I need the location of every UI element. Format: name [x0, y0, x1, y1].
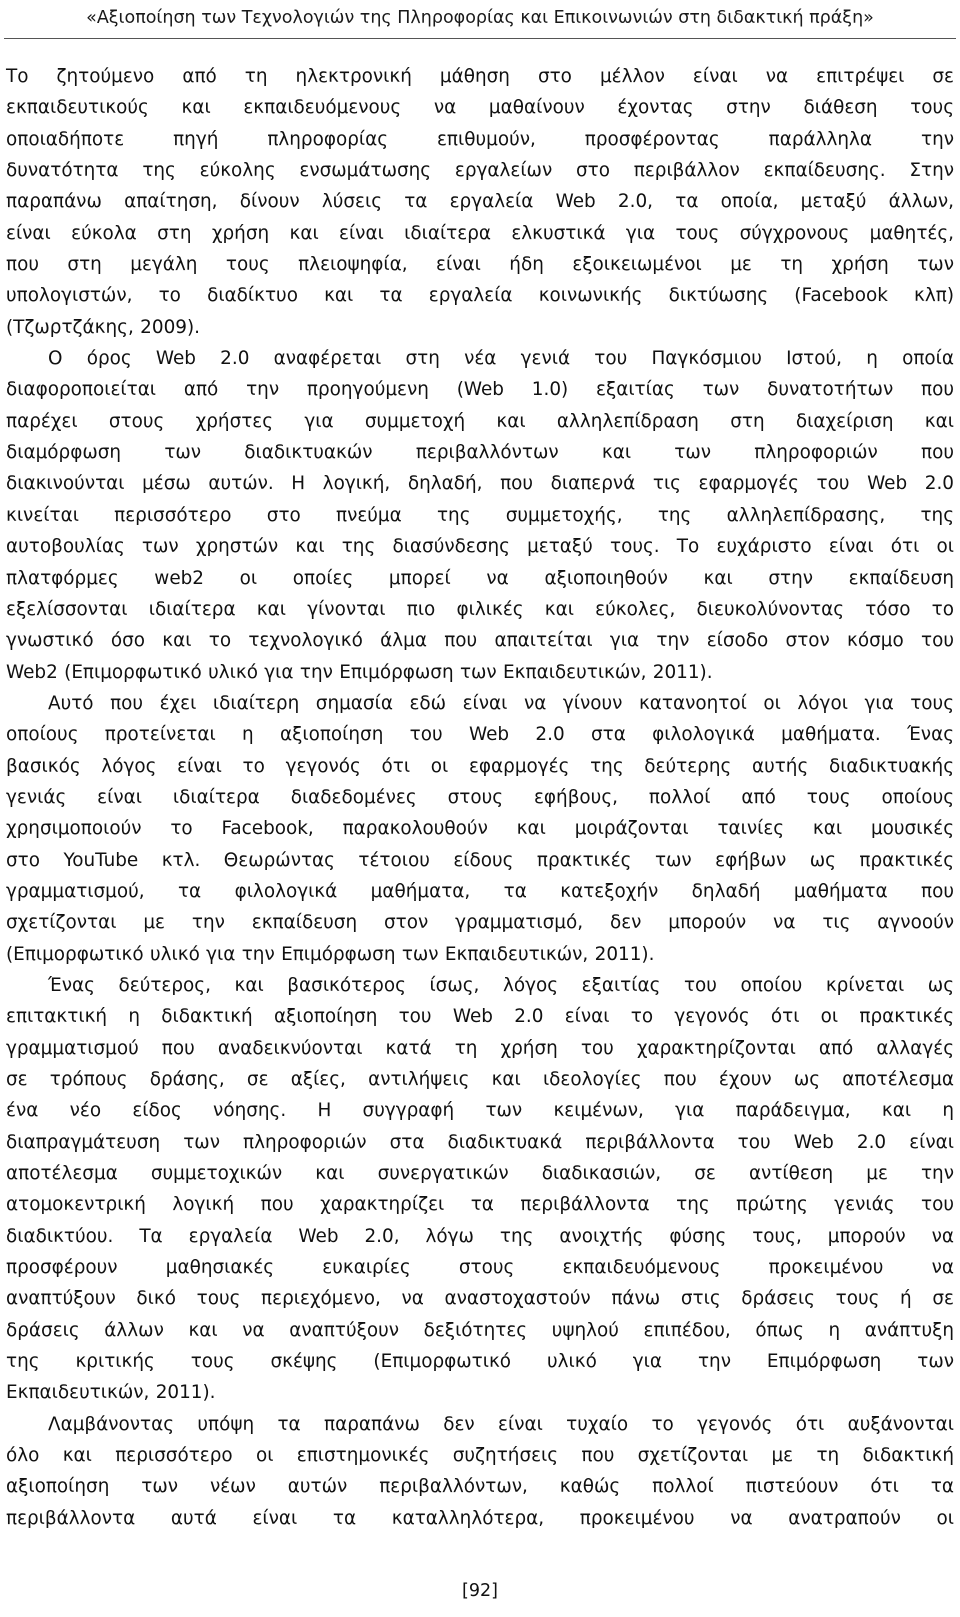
- paragraph-5: [6, 1409, 954, 1534]
- text-line: ένα νέο είδος νόησης. Η συγγραφή των κειμένων, για παράδειγμα, και η: [6, 1100, 954, 1122]
- text-line: πλατφόρμες web2 οι οποίες μπορεί να αξιοποιηθούν και στην εκπαίδευση: [6, 567, 954, 589]
- header-rule: [4, 38, 956, 39]
- text-line: διαμόρφωση των διαδικτυακών περιβαλλόντων και των πληροφοριών που: [6, 442, 954, 464]
- text-line: (Επιμορφωτικό υλικό για την Επιμόρφωση των Εκπαιδευτικών, 2011).: [6, 943, 655, 965]
- text-line: προσφέρουν μαθησιακές ευκαιρίες στους εκπαιδευόμενους προκειμένου να: [6, 1257, 954, 1279]
- text-line: γραμματισμού που αναδεικνύονται κατά τη χρήση του χαρακτηρίζονται από αλλαγές: [6, 1037, 954, 1059]
- paragraph-4: [6, 970, 954, 1409]
- text-line: περιβάλλοντα αυτά είναι τα καταλληλότερα, προκειμένου να ανατραπούν οι: [6, 1507, 954, 1529]
- text-line: επιτακτική η διδακτική αξιοποίηση του Web 2.0 είναι το γεγονός ότι οι πρακτικές: [6, 1006, 954, 1028]
- text-line: Λαμβάνοντας υπόψη τα παραπάνω δεν είναι τυχαίο το γεγονός ότι αυξάνονται: [48, 1413, 954, 1435]
- paragraph-1: [6, 61, 954, 343]
- text-line: γενιάς είναι ιδιαίτερα διαδεδομένες στους εφήβους, πολλοί από τους οποίους: [6, 786, 954, 808]
- text-line: βασικός λόγος είναι το γεγονός ότι οι εφαρμογές της δεύτερης αυτής διαδικτυακής: [6, 755, 954, 777]
- text-line: γνωστικό όσο και το τεχνολογικό άλμα που απαιτείται για την είσοδο στον κόσμο του: [6, 630, 954, 652]
- text-line: στο YouTube κτλ. Θεωρώντας τέτοιου είδους πρακτικές των εφήβων ως πρακτικές: [6, 849, 954, 871]
- text-line: δράσεις άλλων και να αναπτύξουν δεξιότητες υψηλού επιπέδου, όπως η ανάπτυξη: [6, 1319, 954, 1341]
- text-line: Ένας δεύτερος, και βασικότερος ίσως, λόγος εξαιτίας του οποίου κρίνεται ως: [48, 974, 954, 996]
- text-line: όλο και περισσότερο οι επιστημονικές συζητήσεις που σχετίζονται με τη διδακτική: [6, 1445, 954, 1467]
- text-line: ατομοκεντρική λογική που χαρακτηρίζει τα περιβάλλοντα της πρώτης γενιάς του: [6, 1194, 954, 1216]
- text-line: παραπάνω απαίτηση, δίνουν λύσεις τα εργαλεία Web 2.0, τα οποία, μεταξύ άλλων,: [6, 191, 954, 213]
- text-line: δυνατότητα της εύκολης ενσωμάτωσης εργαλείων στο περιβάλλον εκπαίδευσης. Στην: [6, 160, 954, 182]
- paragraph-2: [6, 343, 954, 688]
- text-line: υπολογιστών, το διαδίκτυο και τα εργαλεία κοινωνικής δικτύωσης (Facebook κλπ): [6, 285, 954, 307]
- text-line: που στη μεγάλη τους πλειοψηφία, είναι ήδη εξοικειωμένοι με τη χρήση των: [6, 254, 954, 276]
- text-line: είναι εύκολα στη χρήση και είναι ιδιαίτερα ελκυστικά για τους σύγχρονους μαθητές,: [6, 222, 954, 244]
- text-line: εξελίσσονται ιδιαίτερα και γίνονται πιο φιλικές και εύκολες, διευκολύνοντας τόσο το: [6, 598, 954, 620]
- text-line: χρησιμοποιούν το Facebook, παρακολουθούν και μοιράζονται ταινίες και μουσικές: [6, 818, 954, 840]
- text-line: οποίους προτείνεται η αξιοποίηση του Web 2.0 στα φιλολογικά μαθήματα. Ένας: [6, 724, 954, 746]
- text-line: διαπραγμάτευση των πληροφοριών στα διαδικτυακά περιβάλλοντα του Web 2.0 είναι: [6, 1131, 954, 1153]
- text-line: Εκπαιδευτικών, 2011).: [6, 1382, 216, 1404]
- text-line: Αυτό που έχει ιδιαίτερη σημασία εδώ είναι να γίνουν κατανοητοί οι λόγοι για τους: [48, 692, 954, 714]
- text-line: παρέχει στους χρήστες για συμμετοχή και αλληλεπίδραση στη διαχείριση και: [6, 410, 954, 432]
- text-line: αποτέλεσμα συμμετοχικών και συνεργατικών διαδικασιών, σε αντίθεση με την: [6, 1163, 954, 1185]
- text-line: Το ζητούμενο από τη ηλεκτρονική μάθηση στο μέλλον είναι να επιτρέψει σε: [6, 66, 954, 87]
- text-line: διακινούνται μέσω αυτών. Η λογική, δηλαδή, που διαπερνά τις εφαρμογές του Web 2.0: [6, 473, 954, 495]
- text-line: κινείται περισσότερο στο πνεύμα της συμμετοχής, της αλληλεπίδρασης, της: [6, 504, 954, 526]
- text-line: αναπτύξουν δικό τους περιεχόμενο, να αναστοχαστούν πάνω στις δράσεις τους ή σε: [6, 1288, 954, 1310]
- text-line: διαδικτύου. Τα εργαλεία Web 2.0, λόγω της ανοιχτής φύσης τους, μπορούν να: [6, 1225, 954, 1247]
- text-line: σε τρόπους δράσης, σε αξίες, αντιλήψεις και ιδεολογίες που έχουν ως αποτέλεσμα: [6, 1069, 954, 1090]
- page-number: [92]: [462, 1581, 498, 1601]
- text-line: γραμματισμού, τα φιλολογικά μαθήματα, τα κατεξοχήν δηλαδή μαθήματα που: [6, 880, 954, 902]
- text-line: Web2 (Επιμορφωτικό υλικό για την Επιμόρφωση των Εκπαιδευτικών, 2011).: [6, 661, 713, 683]
- document-body: [6, 61, 954, 1534]
- text-line: αξιοποίηση των νέων αυτών περιβαλλόντων, καθώς πολλοί πιστεύουν ότι τα: [6, 1476, 954, 1498]
- text-line: αυτοβουλίας των χρηστών και της διασύνδεσης μεταξύ τους. Το ευχάριστο είναι ότι οι: [6, 536, 954, 558]
- running-header: «Αξιοποίηση των Τεχνολογιών της Πληροφορίας και Επικοινωνιών στη διδακτική πράξη»: [86, 8, 874, 28]
- text-line: διαφοροποιείται από την προηγούμενη (Web 1.0) εξαιτίας των δυνατοτήτων που: [6, 379, 954, 401]
- paragraph-3: [6, 688, 954, 970]
- text-line: οποιαδήποτε πηγή πληροφορίας επιθυμούν, προσφέροντας παράλληλα την: [6, 128, 954, 150]
- text-line: σχετίζονται με την εκπαίδευση στον γραμματισμό, δεν μπορούν να τις αγνοούν: [6, 912, 954, 934]
- text-line: εκπαιδευτικούς και εκπαιδευόμενους να μαθαίνουν έχοντας στην διάθεση τους: [6, 97, 954, 119]
- text-line: της κριτικής τους σκέψης (Επιμορφωτικό υλικό για την Επιμόρφωση των: [6, 1351, 954, 1373]
- text-line: Ο όρος Web 2.0 αναφέρεται στη νέα γενιά του Παγκόσμιου Ιστού, η οποία: [48, 348, 954, 370]
- text-line: (Τζωρτζάκης, 2009).: [6, 316, 200, 338]
